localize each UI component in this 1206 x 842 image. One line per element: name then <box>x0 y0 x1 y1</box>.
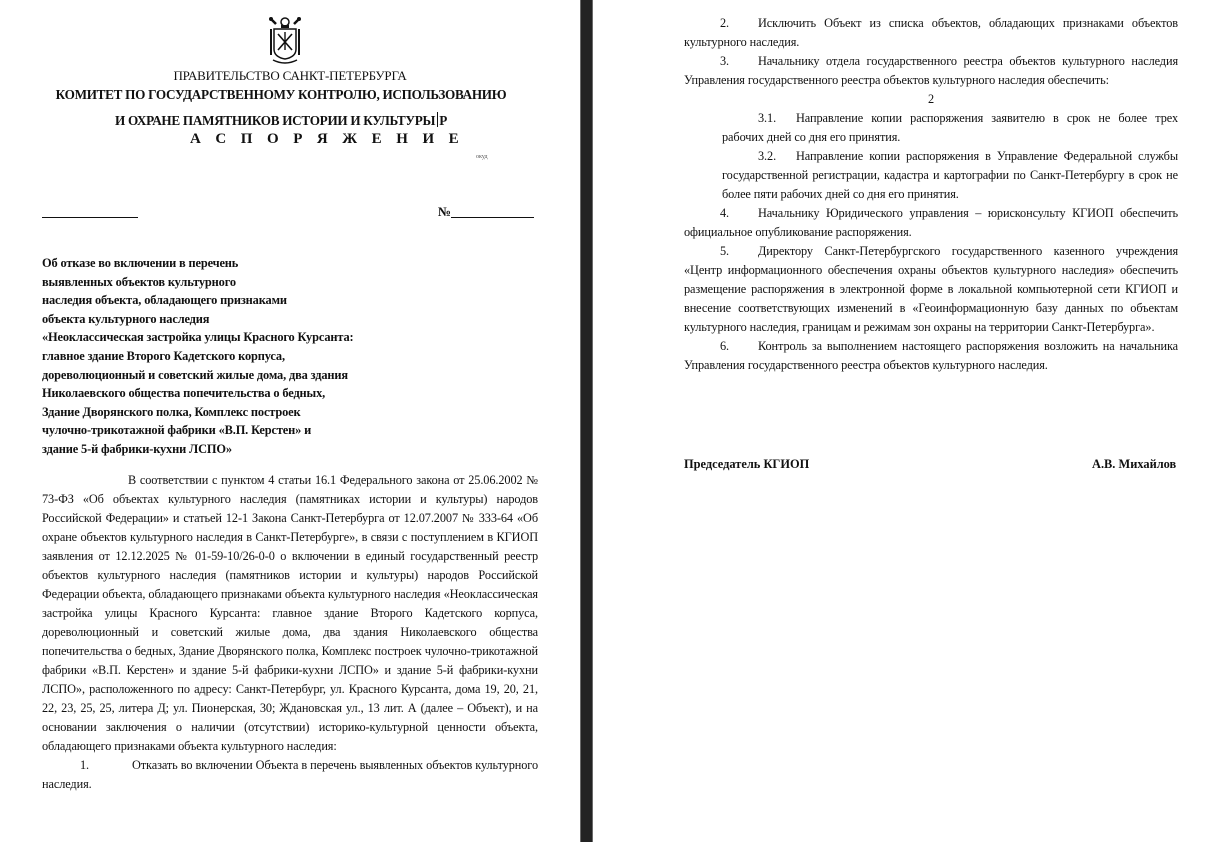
committee-name-line1: КОМИТЕТ ПО ГОСУДАРСТВЕННОМУ КОНТРОЛЮ, ИСПОЛЬЗОВАНИЮ <box>55 87 507 102</box>
subject-line: дореволюционный и советский жилые дома, два здания <box>42 367 348 382</box>
subject-line: Николаевского общества попечительства о бедных, <box>42 386 326 401</box>
stray-letter: Р <box>439 113 447 128</box>
document-page-2 <box>593 0 1206 842</box>
subject-line: объекта культурного наследия <box>42 311 210 326</box>
subject-line: Здание Дворянского полка, Комплекс построек <box>42 404 301 419</box>
committee-name-line2 <box>0 112 562 129</box>
item-text: Контроль за выполнением настоящего распоряжения возложить на начальника Управления государственного реестра объектов культурного наследия. <box>684 339 1178 372</box>
order-subitem-3-1 <box>722 109 1178 147</box>
document-type-title: А С П О Р Я Ж Е Н И Е <box>190 131 465 147</box>
subject-line: наследия объекта, обладающего признаками <box>42 293 287 308</box>
item-text: Директору Санкт-Петербургского государственного казенного учреждения «Центр информационного обеспечения охраны объектов культурного наследия» обеспечить размещение распоряжения в электронной форме в локальной компьютерной сети КГИОП и внесение соответствующих изменений в «Геоинформационную базу данных по объектам культурного наследия, границам и режимам зон охраны на территории Санкт-Петербурга». <box>684 244 1178 334</box>
number-blank-field <box>451 217 534 218</box>
government-name: ПРАВИТЕЛЬСТВО САНКТ-ПЕТЕРБУРГА <box>173 68 407 83</box>
order-item-5 <box>684 242 1178 337</box>
document-page-1 <box>0 0 580 842</box>
order-subitem-3-2 <box>722 147 1178 204</box>
order-item-1 <box>42 756 538 794</box>
item-text: Исключить Объект из списка объектов, обладающих признаками объектов культурного наследия. <box>684 16 1178 49</box>
document-body <box>42 471 538 794</box>
subject-line: Об отказе во включении в перечень <box>42 256 239 270</box>
item-number: 5. <box>720 244 730 258</box>
item-number: 3.2. <box>758 149 777 163</box>
item-number: 3.1. <box>758 111 777 125</box>
order-item-2 <box>684 14 1178 52</box>
item-number: 4. <box>720 206 730 220</box>
signatory-name: А.В. Михайлов <box>1092 457 1177 471</box>
item-number: 1. <box>80 758 90 772</box>
item-text: Направление копии распоряжения в Управление Федеральной службы государственной регистрации, кадастра и картографии по Санкт-Петербургу в срок не более пяти рабочих дней со дня его принятия. <box>722 149 1178 201</box>
subject-line: чулочно-трикотажной фабрики «В.П. Керстен» и <box>42 423 312 438</box>
okud-label: окуд <box>476 154 488 160</box>
order-item-6 <box>684 337 1178 375</box>
preamble-paragraph: В соответствии с пунктом 4 статьи 16.1 Федерального закона от 25.06.2002 № 73-ФЗ «Об объектах культурного наследия (памятниках истории и культуры) народов Российской Федерации» и статьей 12-1 Закона Санкт-Петербурга от 12.07.2007 № 333-64 «Об охране объектов культурного наследия в Санкт-Петербурге», в связи с поступлением в КГИОП заявления от 12.12.2025 № 01-59-10/26-0-0 о включении в единый государственный реестр объектов культурного наследия (памятников истории и культуры) народов Российской Федерации объекта, обладающего признаками объекта культурного наследия «Неоклассическая застройка улицы Красного Курсанта: главное здание Второго Кадетского корпуса, дореволюционный и советский жилые дома, два здания Николаевского общества попечительства о бедных, Здание Дворянского полка, Комплекс построек чулочно-трикотажной фабрики «В.П. Керстен» и здание 5-й фабрики-кухни ЛСПО» и здание 5-й фабрики-кухни ЛСПО», расположенного по адресу: Санкт-Петербург, ул. Красного Курсанта, дома 19, 20, 21, 22, 23, 25, 25, литера Д; ул. Пионерская, 30; Ждановская ул., 13 лит. А (далее – Объект), и на основании заключения о наличии (отсутствии) историко-культурной ценности объекта, обладающего признаками объекта культурного наследия: <box>42 473 538 753</box>
subject-line: «Неоклассическая застройка улицы Красного Курсанта: <box>42 330 354 345</box>
coat-of-arms-icon <box>268 16 302 66</box>
subject-line: главное здание Второго Кадетского корпуса, <box>42 348 285 363</box>
committee-name-line2-text: И ОХРАНЕ ПАМЯТНИКОВ ИСТОРИИ И КУЛЬТУРЫ <box>115 113 436 128</box>
number-label: № <box>438 204 452 219</box>
document-subject <box>42 254 353 459</box>
order-item-4 <box>684 204 1178 242</box>
item-text: Направление копии распоряжения заявителю в срок не более трех рабочих дней со дня его принятия. <box>722 111 1178 144</box>
page-divider <box>580 0 593 842</box>
signatory-title: Председатель КГИОП <box>684 457 810 471</box>
subject-line: здание 5-й фабрики-кухни ЛСПО» <box>42 441 232 456</box>
date-blank-field <box>42 217 138 218</box>
subject-line: выявленных объектов культурного <box>42 274 236 289</box>
item-text: Отказать во включении Объекта в перечень выявленных объектов культурного наследия. <box>42 758 538 791</box>
document-body-continued <box>684 14 1178 375</box>
item-text: Начальнику Юридического управления – юрисконсульту КГИОП обеспечить официальное опубликование распоряжения. <box>684 206 1178 239</box>
page-number: 2 <box>927 92 935 106</box>
order-item-3 <box>684 52 1178 90</box>
item-number: 3. <box>720 54 730 68</box>
item-number: 2. <box>720 16 730 30</box>
item-number: 6. <box>720 339 730 353</box>
item-text: Начальнику отдела государственного реестра объектов культурного наследия Управления государственного реестра объектов культурного наследия обеспечить: <box>684 54 1178 87</box>
